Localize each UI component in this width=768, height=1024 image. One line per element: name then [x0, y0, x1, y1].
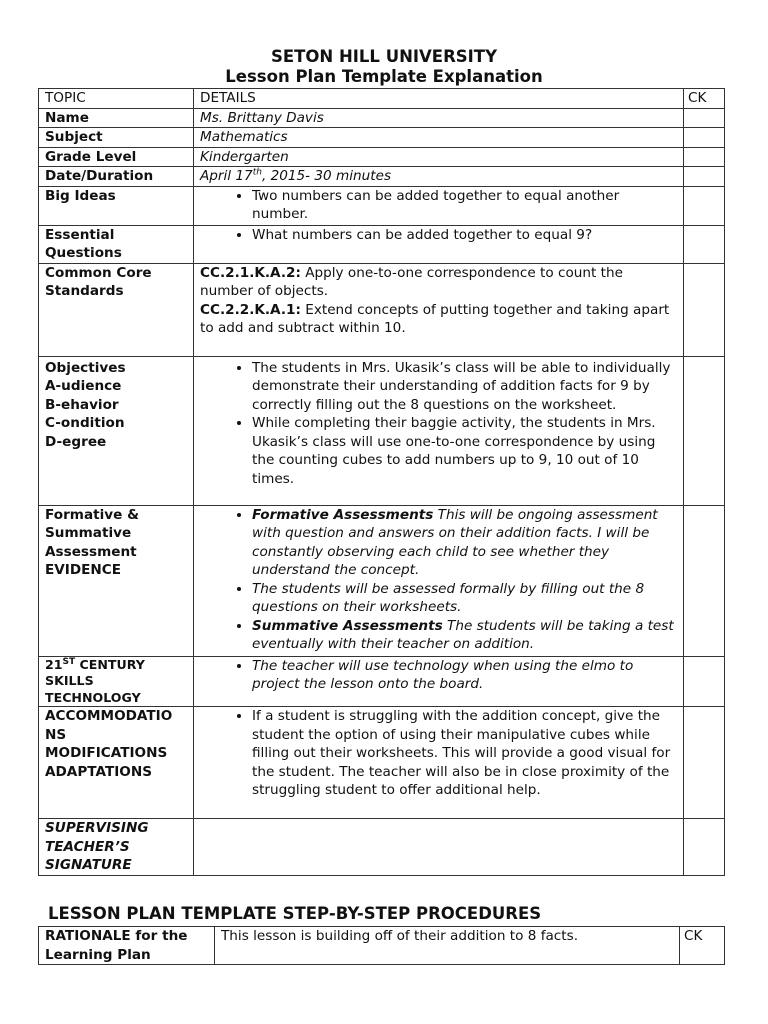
list-item: • The teacher will use technology when using the elmo to project the lesson onto the board.: [252, 657, 679, 694]
table-row: [39, 707, 725, 819]
ck-cell: [684, 128, 725, 148]
university-name: SETON HILL UNIVERSITY: [270, 47, 498, 66]
essential-questions-value: [194, 225, 684, 263]
table-header-row: [39, 89, 725, 109]
ck-cell: [684, 225, 725, 263]
table-row: [39, 505, 725, 656]
list-item: • Summative Assessments The students will be taking a test eventually with their teacher on addition.: [252, 617, 679, 654]
assessment-value: [194, 505, 684, 656]
rationale-value: This lesson is building off of their addition to 8 facts.: [215, 927, 680, 965]
century-skills-label: 21ST CENTURY SKILLS TECHNOLOGY: [39, 656, 194, 707]
table-row: [39, 927, 725, 965]
name-value: Ms. Brittany Davis: [194, 108, 684, 128]
rationale-label: RATIONALE for the Learning Plan: [39, 927, 215, 965]
objectives-label: Objectives A-udience B-ehavior C-ondition D-egree: [39, 356, 194, 505]
ck-cell: [684, 656, 725, 707]
table-row: [39, 108, 725, 128]
document-title: [0, 47, 768, 87]
table-row: [39, 263, 725, 356]
signature-label: SUPERVISING TEACHER’S SIGNATURE: [39, 819, 194, 876]
name-label: Name: [39, 108, 194, 128]
lesson-plan-table: [38, 88, 725, 876]
list-item: • The students in Mrs. Ukasik’s class will be able to individually demonstrate their understanding of addition facts for 9 by correctly filling out the 8 questions on the worksheet.: [252, 359, 679, 415]
date-value: April 17th, 2015- 30 minutes: [194, 167, 684, 187]
table-row: [39, 147, 725, 167]
table-row: [39, 819, 725, 876]
ck-cell: [684, 263, 725, 356]
list-item: • What numbers can be added together to equal 9?: [252, 226, 679, 245]
table-row: [39, 225, 725, 263]
topic-header: TOPIC: [39, 89, 194, 109]
ck-cell: [684, 186, 725, 225]
list-item: • If a student is struggling with the addition concept, give the student the option of using their manipulative cubes while filling out their worksheets. This will provide a good visual for the student. The teacher will also be in close proximity of the struggling student to offer additional help.: [252, 707, 679, 800]
list-item: • The students will be assessed formally by filling out the 8 questions on their worksheets.: [252, 580, 679, 617]
details-header: DETAILS: [194, 89, 684, 109]
standard-1: CC.2.1.K.A.2: Apply one-to-one correspondence to count the number of objects.: [200, 264, 623, 299]
ck-cell: [684, 108, 725, 128]
big-ideas-label: Big Ideas: [39, 186, 194, 225]
table-row: [39, 167, 725, 187]
grade-label: Grade Level: [39, 147, 194, 167]
ck-header: CK: [684, 89, 725, 109]
subject-value: Mathematics: [194, 128, 684, 148]
procedures-title: LESSON PLAN TEMPLATE STEP-BY-STEP PROCEDURES: [48, 904, 542, 923]
list-item: • While completing their baggie activity, the students in Mrs. Ukasik’s class will use one-to-one correspondence by using the counting cubes to add numbers up to 9, 10 out of 10 times.: [252, 414, 679, 488]
accommodations-value: [194, 707, 684, 819]
table-row: [39, 128, 725, 148]
grade-value: Kindergarten: [194, 147, 684, 167]
table-row: [39, 656, 725, 707]
ck-cell: [684, 707, 725, 819]
date-label: Date/Duration: [39, 167, 194, 187]
ck-cell: [684, 819, 725, 876]
century-skills-value: [194, 656, 684, 707]
accommodations-label: ACCOMMODATIO NS MODIFICATIONS ADAPTATIONS: [39, 707, 194, 819]
list-item: • Formative Assessments This will be ongoing assessment with question and answers on their addition facts. I will be constantly observing each child to see whether they understand the concept.: [252, 506, 679, 580]
template-title: Lesson Plan Template Explanation: [225, 67, 543, 86]
assessment-label: Formative & Summative Assessment EVIDENCE: [39, 505, 194, 656]
subject-label: Subject: [39, 128, 194, 148]
common-core-label: Common Core Standards: [39, 263, 194, 356]
objectives-value: [194, 356, 684, 505]
common-core-value: [194, 263, 684, 356]
ck-cell: [684, 167, 725, 187]
table-row: [39, 186, 725, 225]
ck-cell: [684, 356, 725, 505]
rationale-ck: CK: [680, 927, 725, 965]
signature-field[interactable]: [194, 819, 684, 876]
ck-cell: [684, 505, 725, 656]
essential-questions-label: Essential Questions: [39, 225, 194, 263]
ck-cell: [684, 147, 725, 167]
rationale-table: [38, 926, 725, 965]
big-ideas-value: [194, 186, 684, 225]
standard-2: CC.2.2.K.A.1: Extend concepts of putting together and taking apart to add and subtract within 10.: [200, 301, 670, 336]
table-row: [39, 356, 725, 505]
list-item: • Two numbers can be added together to equal another number.: [252, 187, 679, 224]
